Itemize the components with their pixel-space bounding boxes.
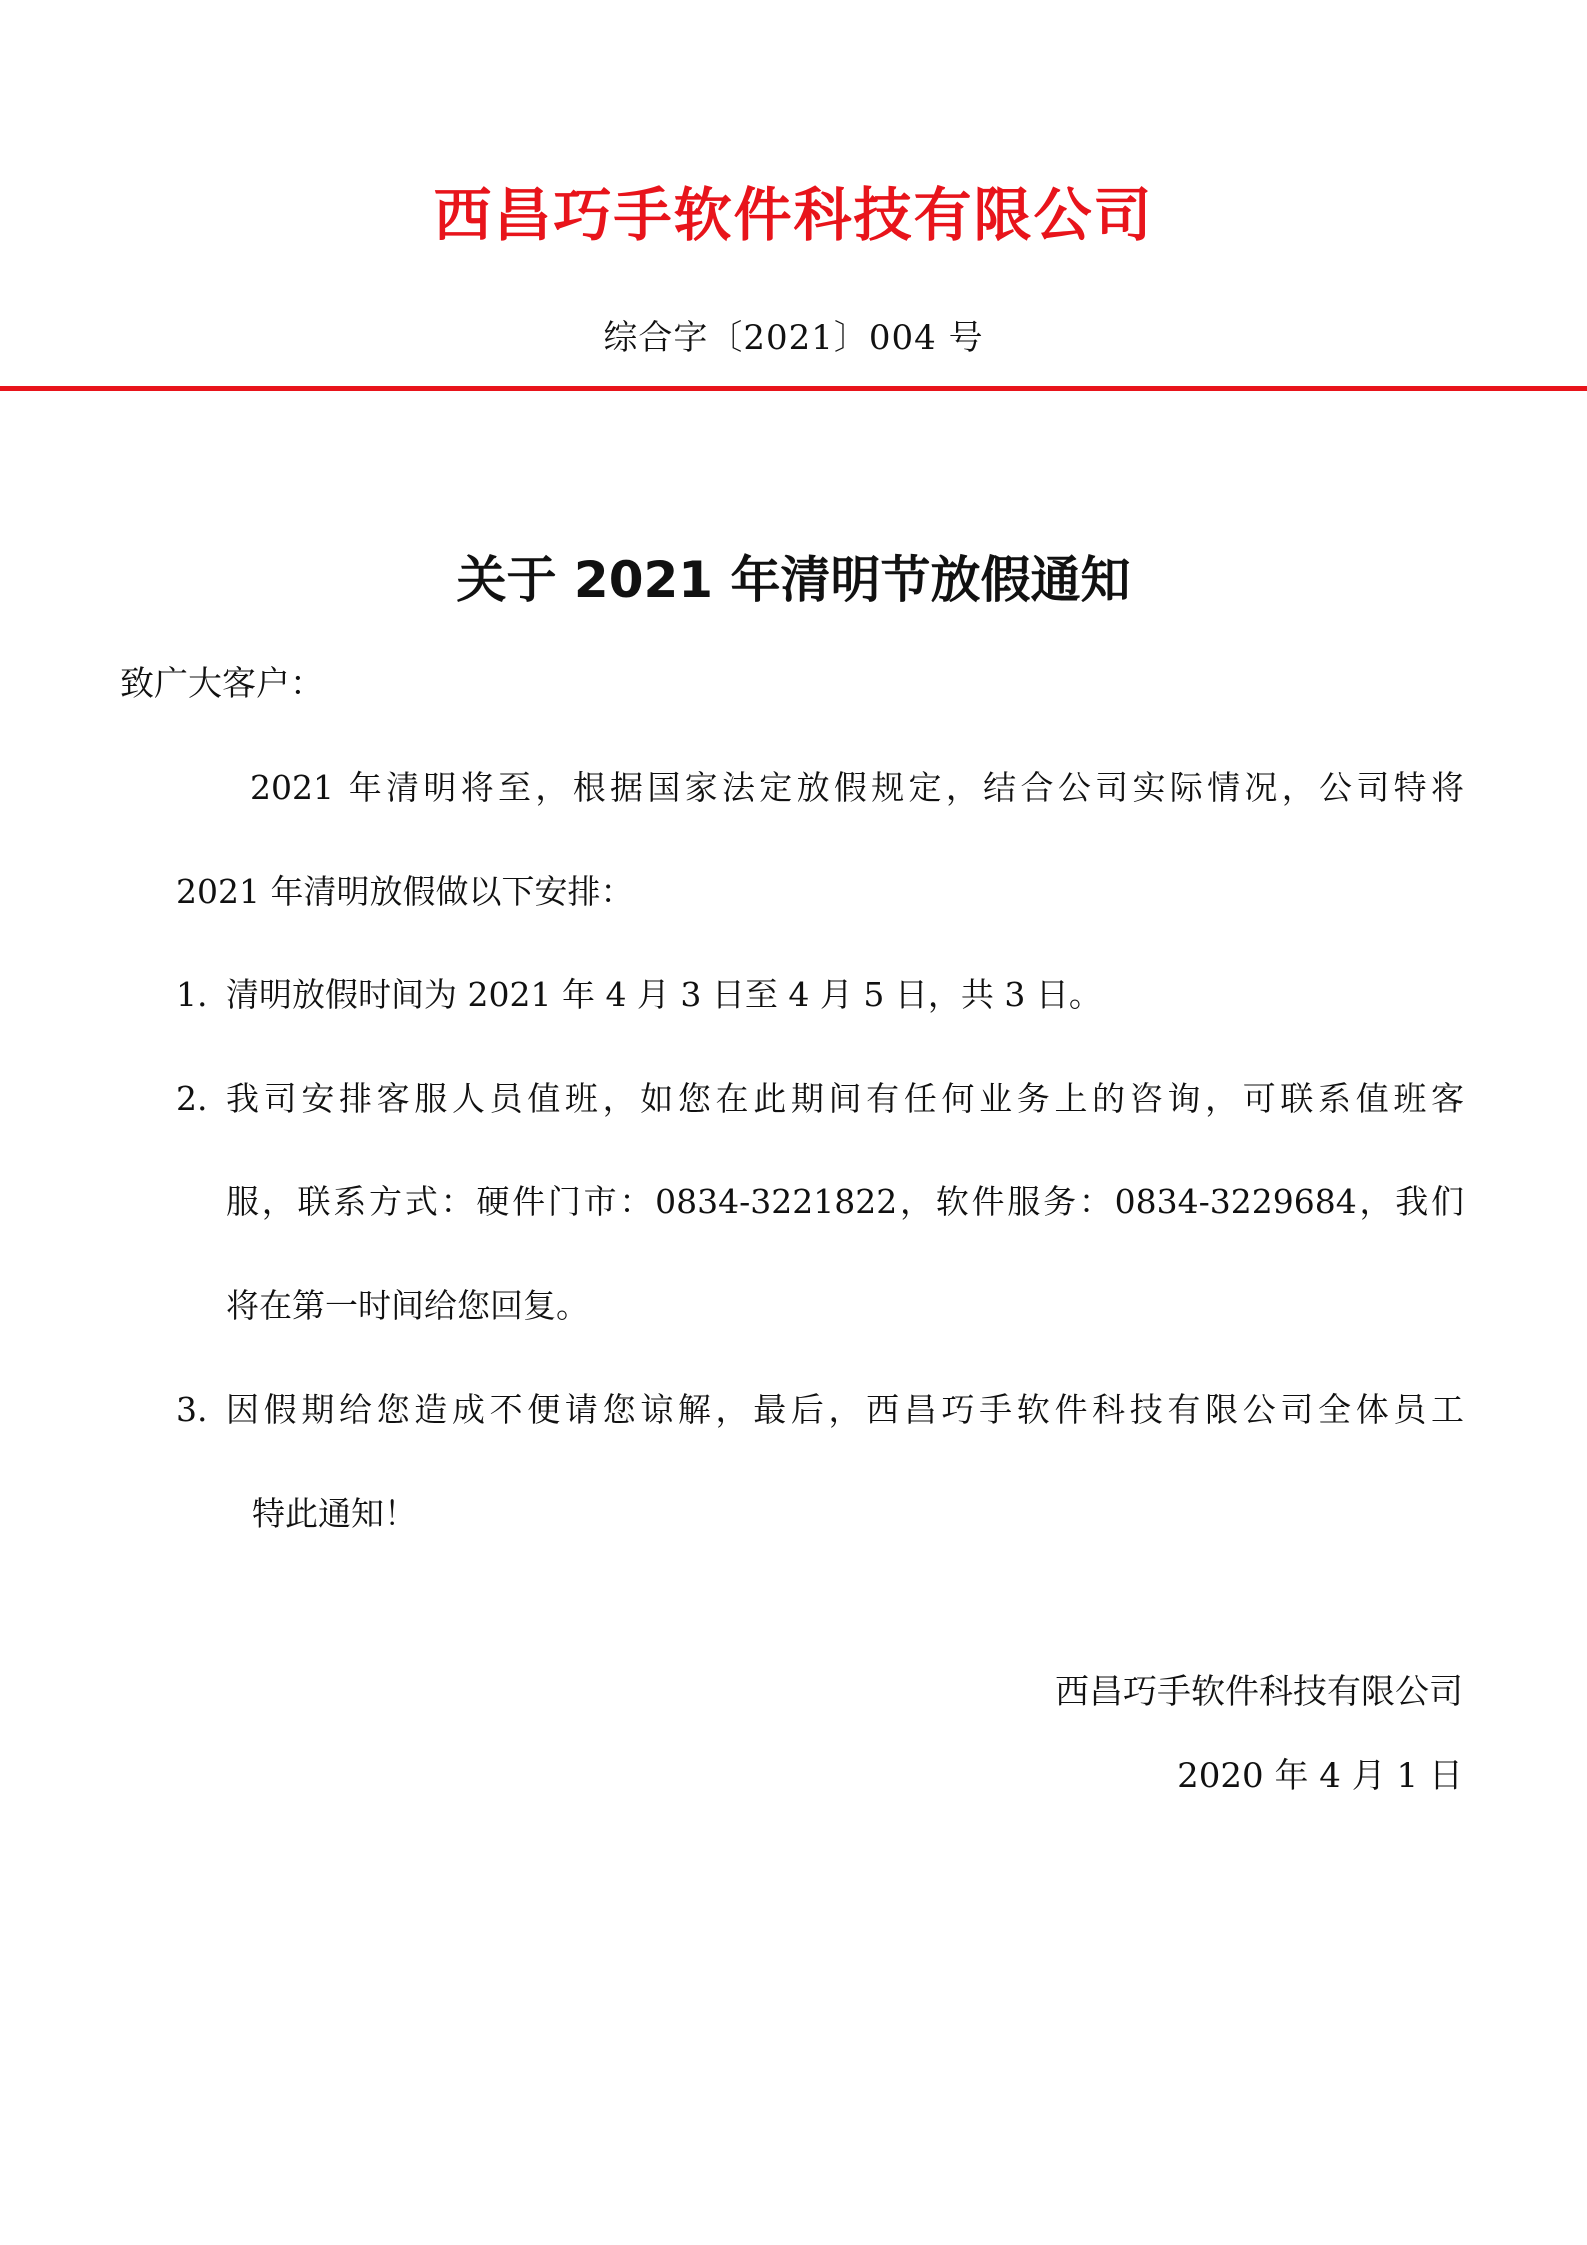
intro-line-1: 2021 年清明将至，根据国家法定放假规定，结合公司实际情况，公司特将	[250, 768, 1464, 807]
list-item-number: 3.	[176, 1390, 208, 1429]
list-item-number: 1.	[176, 975, 208, 1014]
list-item-1-line-1: 清明放假时间为 2021 年 4 月 3 日至 4 月 5 日，共 3 日。	[226, 975, 1102, 1014]
list-item-2-line-2: 服，联系方式：硬件门市：0834-3221822，软件服务：0834-3229684，我们	[226, 1182, 1464, 1221]
list-item-number: 2.	[176, 1079, 208, 1118]
signature-company: 西昌巧手软件科技有限公司	[1055, 1672, 1463, 1712]
intro-line-2: 2021 年清明放假做以下安排：	[176, 872, 634, 911]
signature-date: 2020 年 4 月 1 日	[1177, 1756, 1463, 1796]
red-divider-line	[0, 386, 1587, 391]
salutation: 致广大客户：	[120, 664, 324, 704]
list-item-3-line-1: 因假期给您造成不便请您谅解，最后，西昌巧手软件科技有限公司全体员工	[226, 1390, 1464, 1429]
closing-text: 特此通知！	[252, 1494, 417, 1533]
list-item-2-line-3: 将在第一时间给您回复。	[226, 1286, 589, 1325]
notice-title: 关于 2021 年清明节放假通知	[456, 551, 1131, 609]
list-item-2-line-1: 我司安排客服人员值班，如您在此期间有任何业务上的咨询，可联系值班客	[226, 1079, 1464, 1118]
document-number: 综合字〔2021〕004 号	[603, 318, 984, 358]
company-title: 西昌巧手软件科技有限公司	[433, 181, 1154, 249]
